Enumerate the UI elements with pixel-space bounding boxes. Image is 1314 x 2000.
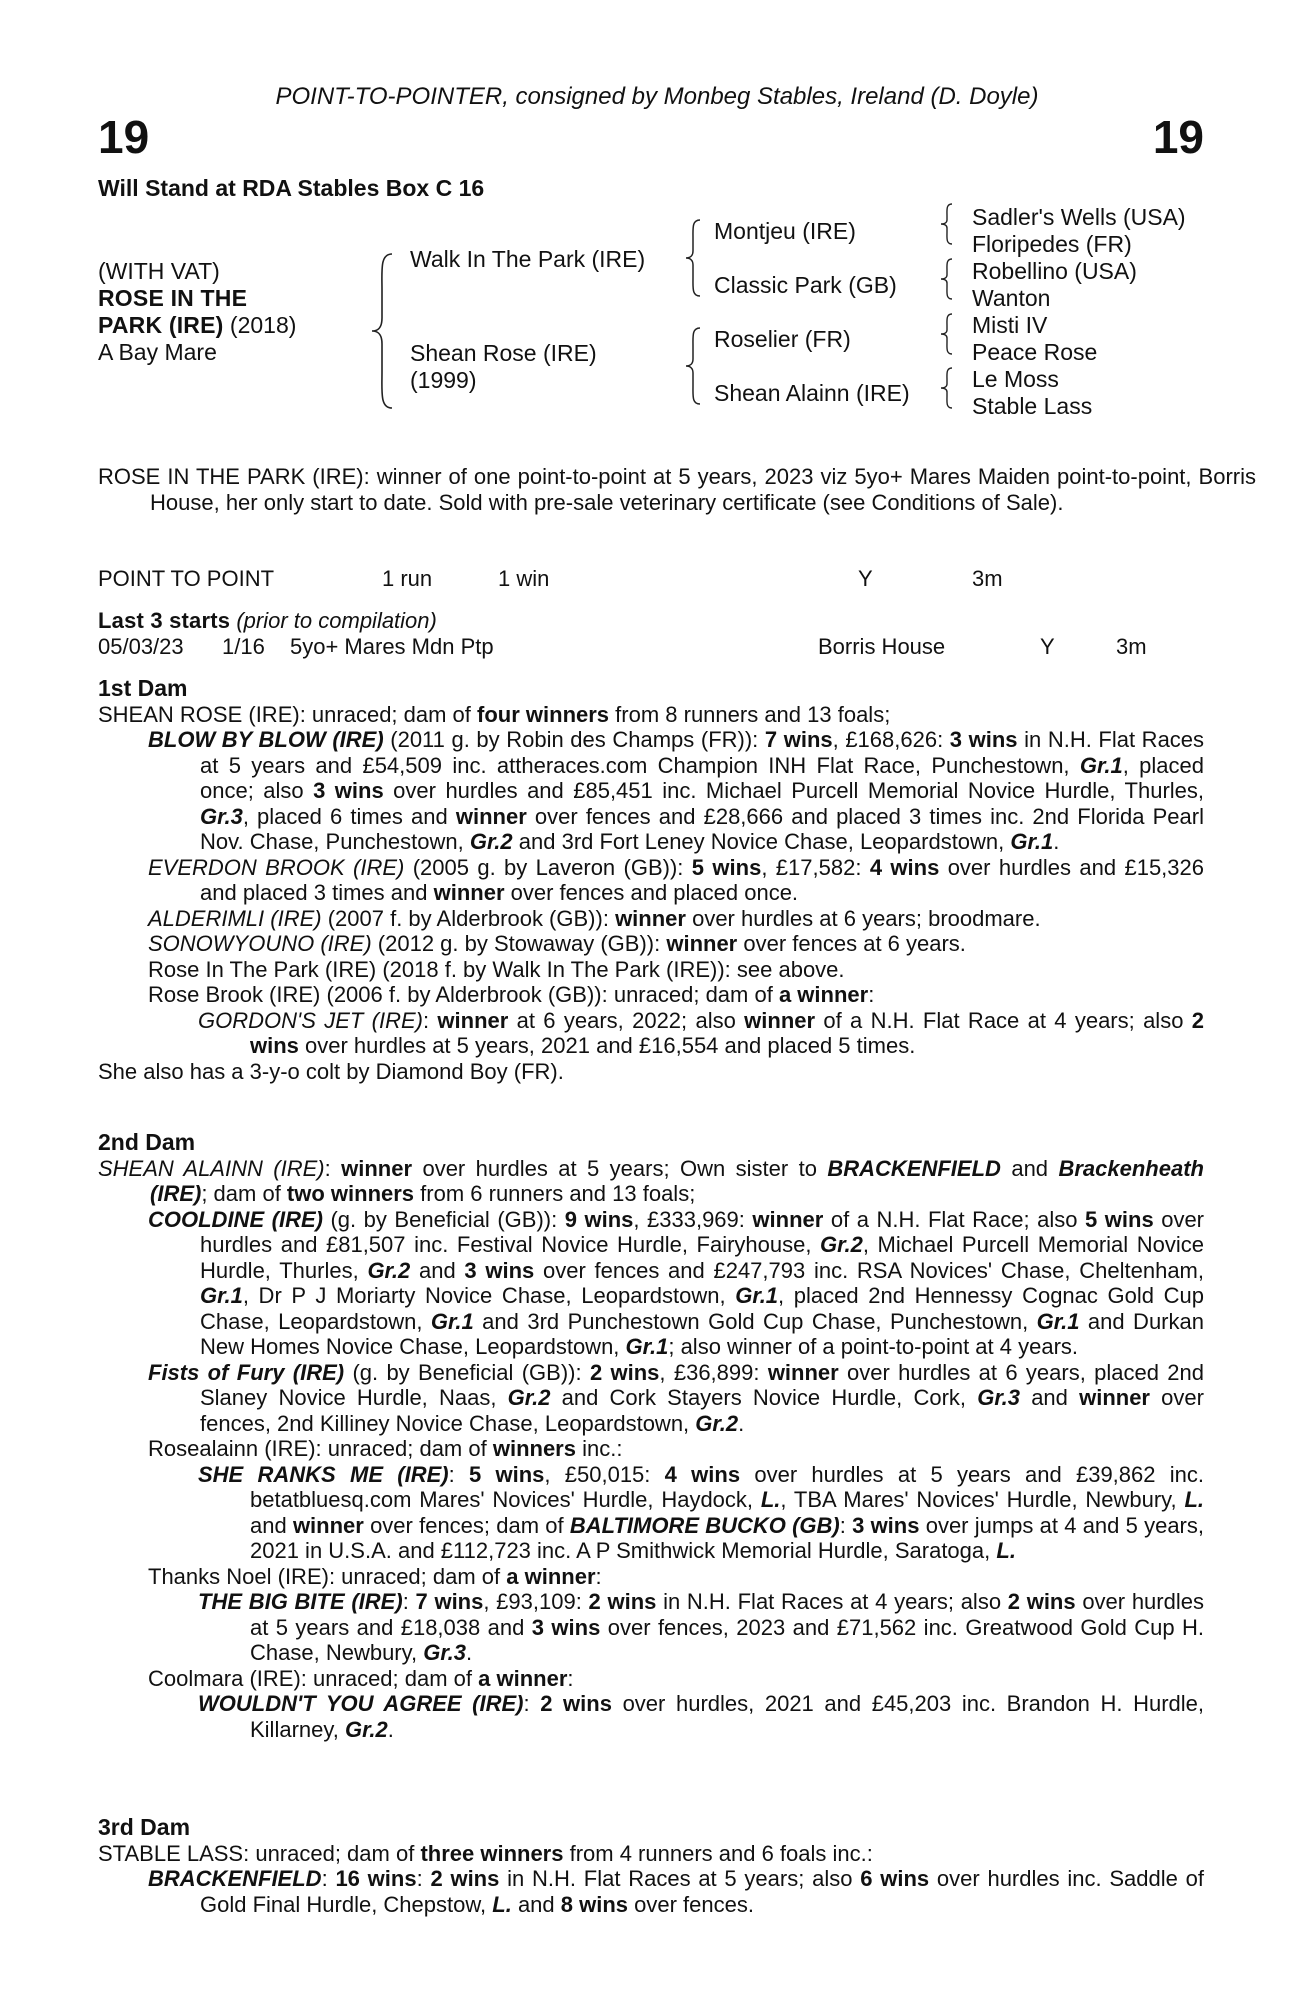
start-position: 1/16	[222, 634, 265, 659]
second-dam-heading: 2nd Dam	[98, 1129, 196, 1155]
second-dam-section	[98, 1130, 1204, 1742]
pedigree-dam-dam: Shean Alainn (IRE)	[714, 380, 910, 406]
record-label: POINT TO POINT	[98, 566, 275, 591]
pedigree-brace-dam	[684, 326, 708, 406]
pedigree-ddd: Stable Lass	[972, 393, 1093, 419]
second-dam-intro: SHEAN ALAINN (IRE): winner over hurdles at 5 years; Own sister to BRACKENFIELD and Brackenheath (IRE); dam of two winners from 6 runners and 13 foals;	[98, 1155, 1204, 1206]
produce-fists-of-fury: Fists of Fury (IRE) (g. by Beneficial (GB)): 2 wins, £36,899: winner over hurdles at 6 years, placed 2nd Slaney Novice Hurdle, Naas, Gr.2 and Cork Stayers Novice Hurdle, Cork, Gr.3 and winner over fences, 2nd Killiney Novice Chase, Leopardstown, Gr.2.	[148, 1359, 1204, 1436]
pedigree-sdd: Wanton	[972, 285, 1051, 311]
third-dam-heading: 3rd Dam	[98, 1814, 191, 1840]
pedigree-dsd: Peace Rose	[972, 339, 1098, 365]
record-going: Y	[858, 566, 873, 591]
record-distance: 3m	[972, 566, 1003, 591]
produce-blow-by-blow: BLOW BY BLOW (IRE) (2011 g. by Robin des Champs (FR)): 7 wins, £168,626: 3 wins in N.H. Flat Races at 5 years and £54,509 inc. attheraces.com Champion INH Flat Race, Punchestown, Gr.1, placed once; also 3 wins over hurdles and £85,451 inc. Michael Purcell Memorial Novice Hurdle, Thurles, Gr.3, placed 6 times and winner over fences and £28,666 and placed 3 times inc. 2nd Florida Pearl Nov. Chase, Punchestown, Gr.2 and 3rd Fort Leney Novice Chase, Leopardstown, Gr.1.	[148, 727, 1205, 854]
start-going: Y	[1040, 634, 1055, 659]
horse-identity	[98, 258, 296, 366]
record-runs: 1 run	[382, 566, 433, 591]
produce-gordons-jet: GORDON'S JET (IRE): winner at 6 years, 2022; also winner of a N.H. Flat Race at 4 years; also 2 wins over hurdles at 5 years, 2021 and £16,554 and placed 5 times.	[198, 1007, 1204, 1058]
third-dam-intro: STABLE LASS: unraced; dam of three winners from 4 runners and 6 foals inc.:	[98, 1840, 873, 1866]
start-date: 05/03/23	[98, 634, 184, 659]
first-dam-also: She also has a 3-y-o colt by Diamond Boy (FR).	[98, 1058, 564, 1084]
produce-wouldnt-you-agree: WOULDN'T YOU AGREE (IRE): 2 wins over hurdles, 2021 and £45,203 inc. Brandon H. Hurdle, Killarney, Gr.2.	[198, 1691, 1204, 1742]
pedigree-sire: Walk In The Park (IRE)	[410, 246, 646, 272]
pedigree-dam-year: (1999)	[410, 367, 477, 393]
pedigree-sire-sire: Montjeu (IRE)	[714, 218, 856, 244]
produce-she-ranks-me: SHE RANKS ME (IRE): 5 wins, £50,015: 4 wins over hurdles at 5 years and £39,862 inc. betatbluesq.com Mares' Novices' Hurdle, Haydock, L., TBA Mares' Novices' Hurdle, Newbury, L. and winner over fences; dam of BALTIMORE BUCKO (GB): 3 wins over jumps at 4 and 5 years, 2021 in U.S.A. and £112,723 inc. A P Smithwick Memorial Hurdle, Saratoga, L.	[198, 1461, 1205, 1563]
lot-number-left: 19	[98, 111, 150, 163]
produce-cooldine: COOLDINE (IRE) (g. by Beneficial (GB)): 9 wins, £333,969: winner of a N.H. Flat Race; also 5 wins over hurdles and £81,507 inc. Festival Novice Hurdle, Fairyhouse, Gr.2, Michael Purcell Memorial Novice Hurdle, Thurles, Gr.2 and 3 wins over fences and £247,793 inc. RSA Novices' Chase, Cheltenham, Gr.1, Dr P J Moriarty Novice Chase, Leopardstown, Gr.1, placed 2nd Hennessy Cognac Gold Cup Chase, Leopardstown, Gr.1 and 3rd Punchestown Gold Cup Chase, Punchestown, Gr.1 and Durkan New Homes Novice Chase, Leopardstown, Gr.1; also winner of a point-to-point at 4 years.	[148, 1206, 1205, 1359]
last-starts-heading	[98, 608, 437, 634]
produce-coolmara: Coolmara (IRE): unraced; dam of a winner:	[148, 1665, 574, 1691]
produce-everdon-brook: EVERDON BROOK (IRE) (2005 g. by Laveron (GB)): 5 wins, £17,582: 4 wins over hurdles and £15,326 and placed 3 times and winner over fences and placed once.	[148, 854, 1204, 905]
race-summary: ROSE IN THE PARK (IRE): winner of one point-to-point at 5 years, 2023 viz 5yo+ Mares Maiden point-to-point, Borris House, her only start to date. Sold with pre-sale veterinary certificate (see Conditions of Sale).	[98, 464, 1256, 515]
pedigree-brace-ds	[938, 312, 958, 356]
pedigree-sss: Sadler's Wells (USA)	[972, 204, 1186, 230]
consignor-header: POINT-TO-POINTER, consigned by Monbeg Stables, Ireland (D. Doyle)	[275, 83, 1039, 110]
pedigree-dam: Shean Rose (IRE)	[410, 340, 597, 366]
horse-name-line1: ROSE IN THE	[98, 285, 248, 311]
pedigree-dds: Le Moss	[972, 366, 1059, 392]
start-distance: 3m	[1116, 634, 1147, 659]
first-dam-intro: SHEAN ROSE (IRE): unraced; dam of four winners from 8 runners and 13 foals;	[98, 701, 891, 727]
pedigree-dam-sire: Roselier (FR)	[714, 326, 851, 352]
third-dam-section	[98, 1815, 1204, 1917]
pedigree-ssd: Floripedes (FR)	[972, 231, 1132, 257]
pedigree-sds: Robellino (USA)	[972, 258, 1137, 284]
produce-the-big-bite: THE BIG BITE (IRE): 7 wins, £93,109: 2 wins in N.H. Flat Races at 4 years; also 2 wins over hurdles at 5 years and £18,038 and 3 wins over fences, 2023 and £71,562 inc. Greatwood Gold Cup H. Chase, Newbury, Gr.3.	[198, 1589, 1204, 1665]
horse-description: A Bay Mare	[98, 339, 217, 365]
stand-location: Will Stand at RDA Stables Box C 16	[98, 175, 485, 201]
last-starts-note: (prior to compilation)	[236, 608, 437, 633]
horse-name-line2: PARK (IRE)	[98, 312, 224, 338]
produce-brackenfield: BRACKENFIELD: 16 wins: 2 wins in N.H. Flat Races at 5 years; also 6 wins over hurdles inc. Saddle of Gold Final Hurdle, Chepstow, L. and 8 wins over fences.	[148, 1866, 1204, 1917]
start-race: 5yo+ Mares Mdn Ptp	[290, 634, 494, 659]
lot-number-right: 19	[1152, 111, 1204, 163]
produce-rose-brook: Rose Brook (IRE) (2006 f. by Alderbrook (GB)): unraced; dam of a winner:	[148, 982, 875, 1007]
start-course: Borris House	[818, 634, 946, 659]
record-wins: 1 win	[498, 566, 550, 591]
last-starts-title: Last 3 starts	[98, 608, 231, 633]
produce-rose-in-the-park: Rose In The Park (IRE) (2018 f. by Walk In The Park (IRE)): see above.	[148, 956, 845, 982]
pedigree-brace-sire	[684, 218, 708, 298]
pedigree-brace-sd	[938, 257, 958, 301]
produce-thanks-noel: Thanks Noel (IRE): unraced; dam of a winner:	[148, 1563, 602, 1589]
pedigree-brace-ss	[938, 202, 958, 246]
horse-year: (2018)	[229, 312, 297, 338]
vat-note: (WITH VAT)	[98, 258, 220, 284]
pedigree-brace-dd	[938, 366, 958, 410]
first-dam-section	[98, 676, 1204, 1084]
first-dam-heading: 1st Dam	[98, 675, 188, 701]
pedigree-dss: Misti IV	[972, 312, 1048, 338]
produce-alderimli: ALDERIMLI (IRE) (2007 f. by Alderbrook (GB)): winner over hurdles at 6 years; broodmare.	[148, 905, 1041, 931]
pedigree-sire-dam: Classic Park (GB)	[714, 272, 897, 298]
produce-rosealainn: Rosealainn (IRE): unraced; dam of winners inc.:	[148, 1436, 623, 1461]
produce-sonowyouno: SONOWYOUNO (IRE) (2012 g. by Stowaway (GB)): winner over fences at 6 years.	[148, 931, 966, 956]
pedigree-brace-main	[370, 250, 410, 412]
